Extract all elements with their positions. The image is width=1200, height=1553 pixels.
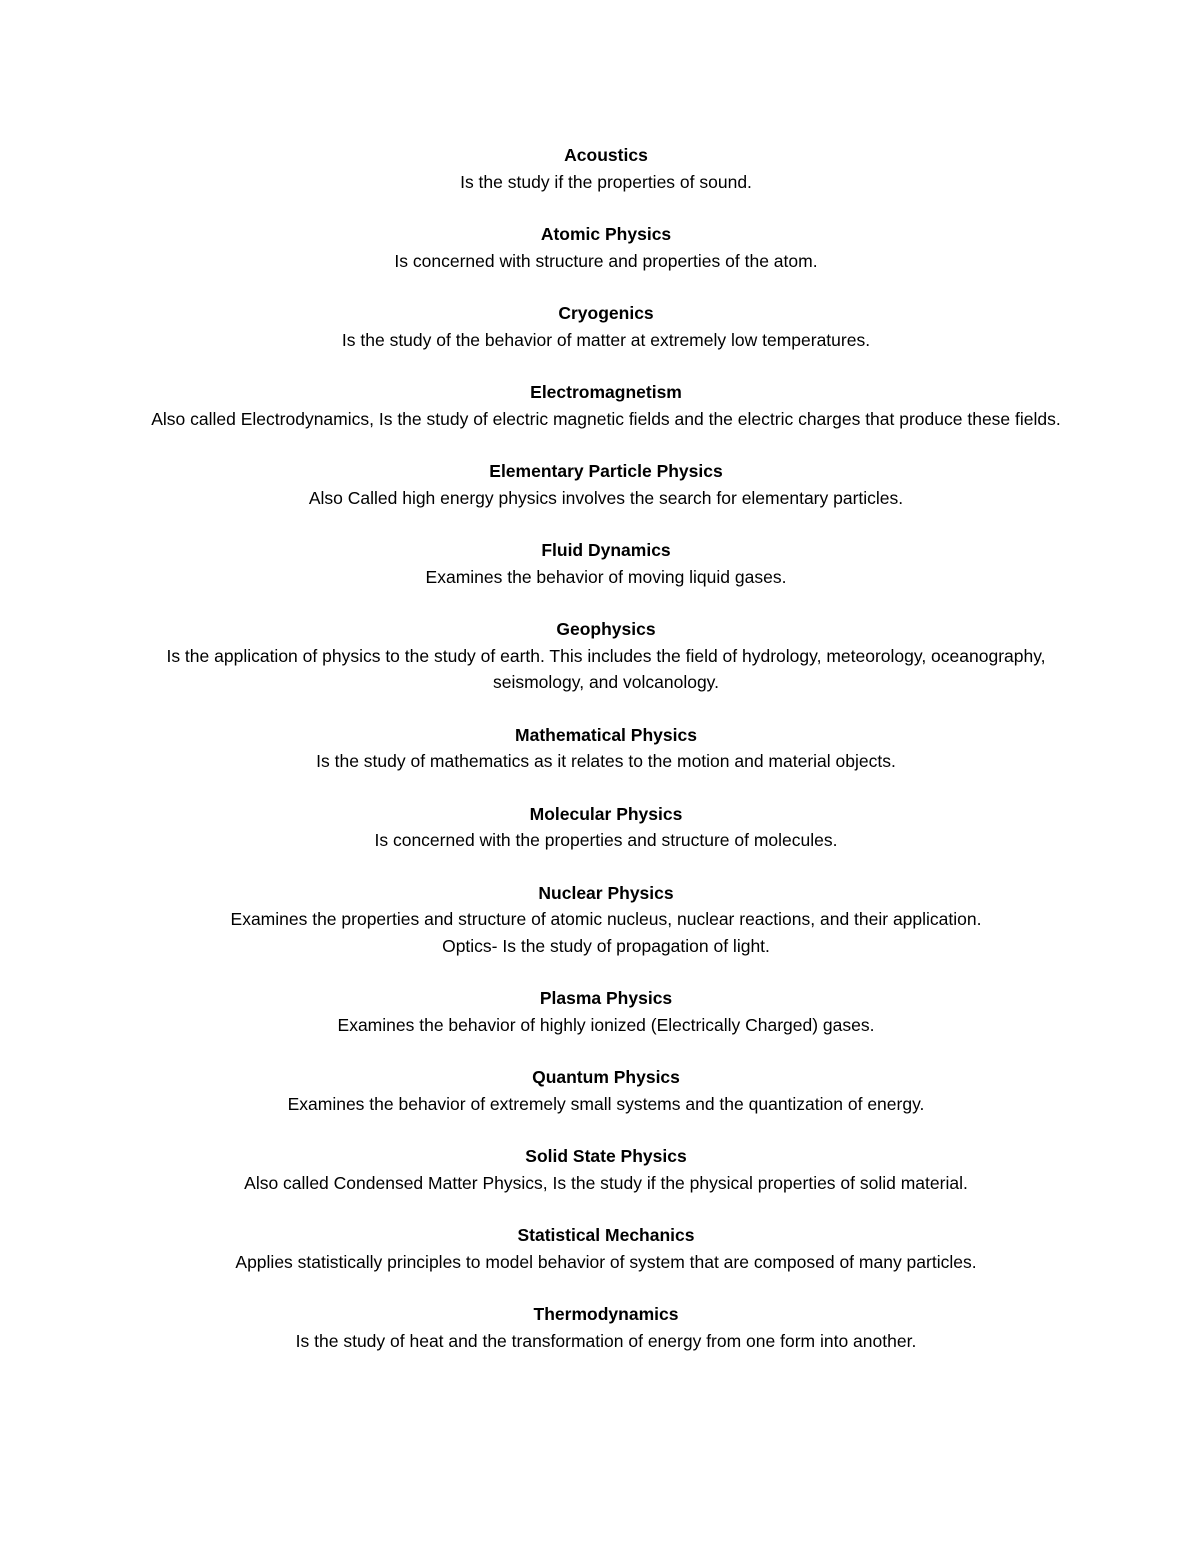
term-definition: Is concerned with structure and properties of the atom.	[394, 250, 818, 271]
term-heading: Quantum Physics	[532, 1067, 680, 1087]
term-heading: Electromagnetism	[530, 382, 682, 402]
term-definition: Examines the behavior of extremely small systems and the quantization of energy.	[287, 1093, 925, 1114]
term-definition: Is concerned with the properties and structure of molecules.	[374, 830, 838, 850]
term-heading: Nuclear Physics	[538, 882, 674, 903]
term-heading: Molecular Physics	[529, 803, 683, 824]
term-heading: Atomic Physics	[540, 224, 672, 244]
entry-cryogenics	[140, 300, 1072, 353]
entry-elementary-particle-physics	[140, 458, 1072, 511]
term-heading: Solid State Physics	[525, 1146, 687, 1166]
term-heading: Plasma Physics	[539, 988, 673, 1008]
entry-geophysics	[140, 616, 1072, 696]
term-definition: Also called Condensed Matter Physics, Is the study if the physical properties of solid material.	[244, 1172, 968, 1193]
term-definition: Is the study if the properties of sound.	[460, 171, 752, 192]
term-definition: Is the study of the behavior of matter at extremely low temperatures.	[341, 329, 871, 350]
term-definition: Is the study of mathematics as it relates to the motion and material objects.	[316, 751, 896, 771]
term-definition: Is the application of physics to the study of earth. This includes the field of hydrology, meteorology, oceanography, seismology, and volcanology.	[166, 645, 1046, 692]
entry-acoustics	[140, 142, 1072, 195]
entry-electromagnetism	[140, 379, 1072, 432]
entry-statistical-mechanics	[140, 1222, 1072, 1275]
term-definition: Examines the behavior of highly ionized (Electrically Charged) gases.	[337, 1014, 875, 1035]
term-heading: Fluid Dynamics	[541, 540, 671, 560]
entry-thermodynamics	[140, 1301, 1072, 1354]
entry-plasma-physics	[140, 985, 1072, 1038]
entry-mathematical-physics	[140, 722, 1072, 775]
entry-fluid-dynamics	[140, 537, 1072, 590]
term-definition: Is the study of heat and the transformation of energy from one form into another.	[295, 1330, 917, 1351]
term-heading: Cryogenics	[558, 303, 654, 323]
entry-solid-state-physics	[140, 1143, 1072, 1196]
optics-definition: Optics- Is the study of propagation of light.	[442, 935, 770, 956]
term-heading: Acoustics	[564, 145, 648, 165]
entry-atomic-physics	[140, 221, 1072, 274]
term-definition: Applies statistically principles to model behavior of system that are composed of many particles.	[235, 1251, 977, 1272]
term-definition: Examines the properties and structure of atomic nucleus, nuclear reactions, and their application.	[230, 909, 982, 929]
term-heading: Thermodynamics	[533, 1304, 679, 1324]
term-definition: Also Called high energy physics involves the search for elementary particles.	[308, 487, 904, 508]
term-heading: Geophysics	[556, 619, 656, 639]
term-definition: Also called Electrodynamics, Is the study of electric magnetic fields and the electric charges that produce these fields.	[151, 408, 1061, 429]
term-heading: Statistical Mechanics	[517, 1225, 695, 1245]
document-page	[140, 142, 1072, 1380]
term-definition: Examines the behavior of moving liquid gases.	[425, 566, 787, 587]
entry-molecular-physics	[140, 801, 1072, 854]
term-heading: Elementary Particle Physics	[489, 461, 723, 481]
entry-quantum-physics	[140, 1064, 1072, 1117]
entry-nuclear-physics	[140, 880, 1072, 960]
term-heading: Mathematical Physics	[515, 724, 697, 745]
